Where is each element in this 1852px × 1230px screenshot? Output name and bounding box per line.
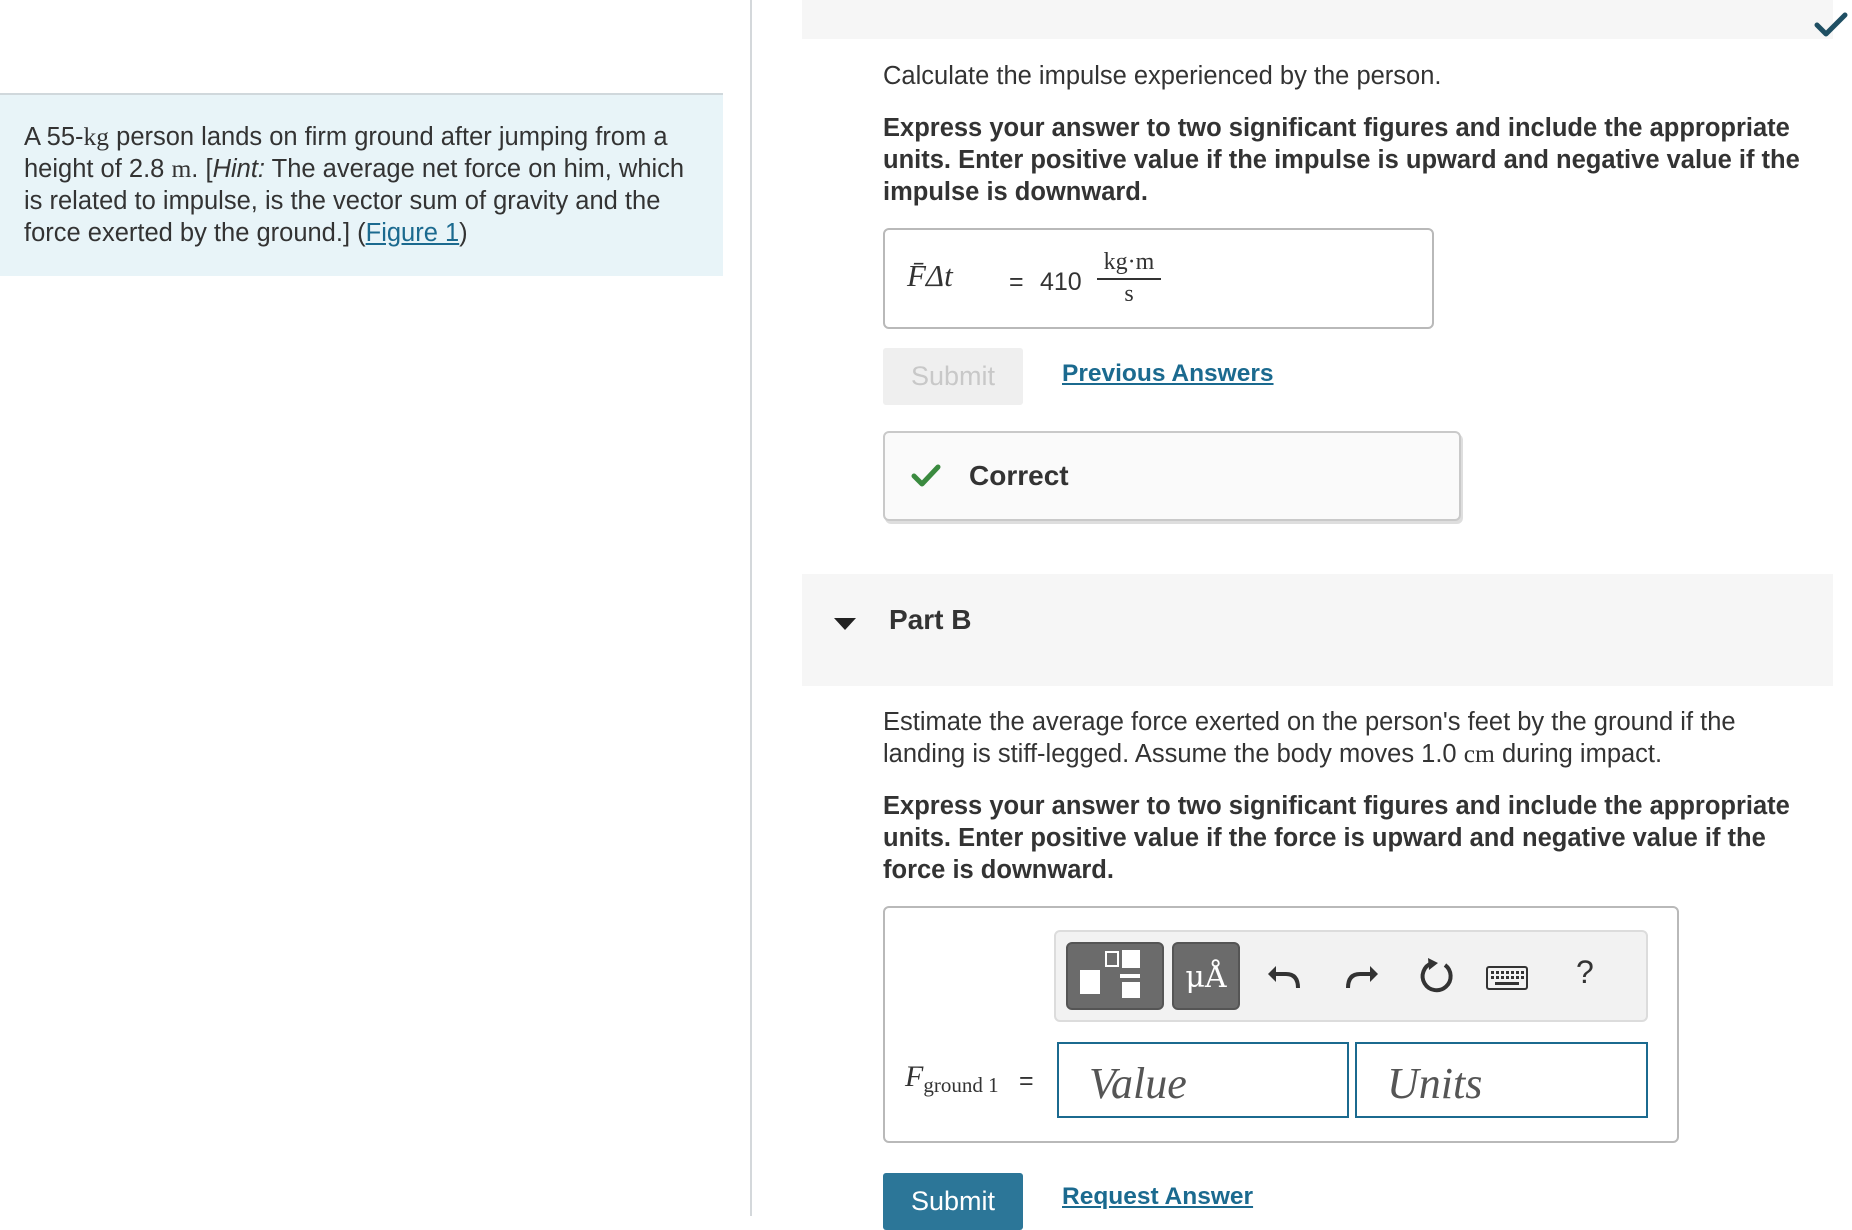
- part-a-answer-box: [883, 228, 1434, 329]
- part-b-title: Part B: [889, 604, 972, 635]
- distance-unit: cm: [1463, 739, 1495, 768]
- prompt-text: during impact.: [1494, 740, 1663, 768]
- problem-pane: [0, 0, 752, 1216]
- templates-button[interactable]: [1066, 942, 1164, 1010]
- previous-answers-link[interactable]: Previous Answers: [1062, 360, 1274, 387]
- problem-text: ): [459, 219, 468, 247]
- unit-numerator: kg·m: [1097, 248, 1161, 280]
- help-button[interactable]: ?: [1576, 954, 1594, 990]
- math-toolbar: [1054, 930, 1648, 1022]
- equals-sign: =: [1009, 268, 1024, 296]
- templates-icon: [1066, 942, 1164, 1010]
- feedback-box: [883, 431, 1461, 521]
- part-b-submit-button[interactable]: Submit: [883, 1173, 1023, 1230]
- figure-link[interactable]: Figure 1: [365, 219, 460, 247]
- keyboard-icon[interactable]: [1486, 966, 1528, 990]
- hint-label: Hint:: [212, 155, 265, 183]
- force-variable-label: [905, 1060, 999, 1098]
- impulse-label: F̄Δt: [907, 258, 953, 293]
- feedback-text: Correct: [969, 460, 1069, 491]
- force-symbol: F: [905, 1060, 924, 1093]
- part-a-header: [802, 0, 1833, 39]
- problem-text: . [: [191, 155, 213, 183]
- symbols-units-button[interactable]: μÅ: [1172, 942, 1240, 1010]
- mass-unit: kg: [83, 122, 110, 151]
- redo-icon[interactable]: [1342, 958, 1380, 994]
- question-pane: [754, 0, 1852, 1216]
- part-a-answer-value: 410: [1040, 268, 1082, 296]
- collapse-caret-icon[interactable]: [834, 618, 856, 630]
- problem-text: A 55-: [24, 123, 84, 151]
- height-unit: m: [171, 154, 192, 183]
- correct-check-icon: [911, 463, 941, 489]
- completed-check-icon: [1813, 10, 1849, 40]
- part-a-instructions: Express your answer to two significant figures and include the appropriate units. Enter positive value if the impulse is upward and negative value if the impulse is downward.: [883, 114, 1800, 206]
- part-a-submit-button[interactable]: Submit: [883, 348, 1023, 405]
- reset-icon[interactable]: [1416, 956, 1456, 996]
- equals-sign: =: [1019, 1067, 1034, 1095]
- undo-icon[interactable]: [1266, 958, 1304, 994]
- force-subscript: ground 1: [923, 1073, 999, 1097]
- unit-denominator: s: [1124, 281, 1134, 307]
- units-input[interactable]: [1355, 1042, 1648, 1118]
- part-b-header[interactable]: [802, 574, 1833, 686]
- part-a-prompt: Calculate the impulse experienced by the person.: [883, 62, 1442, 90]
- part-b-answer-box: [883, 906, 1679, 1143]
- problem-text: person lands on firm ground after jumping from a height of 2.8: [24, 123, 668, 183]
- problem-text: The average net force on him, which is related to impulse, is the vector sum of gravity and the force exerted by the ground.] (: [24, 155, 685, 247]
- part-b-instructions: Express your answer to two significant figures and include the appropriate units. Enter positive value if the force is upward and negative value if the force is downward.: [883, 792, 1790, 884]
- value-input[interactable]: [1057, 1042, 1349, 1118]
- part-b-prompt: [883, 706, 1823, 770]
- request-answer-link[interactable]: Request Answer: [1062, 1183, 1254, 1210]
- problem-statement: [0, 93, 723, 276]
- part-a-answer-units: [1097, 248, 1161, 308]
- prompt-text: Estimate the average force exerted on the person's feet by the ground if the landing is stiff-legged. Assume the body moves 1.0: [883, 708, 1736, 768]
